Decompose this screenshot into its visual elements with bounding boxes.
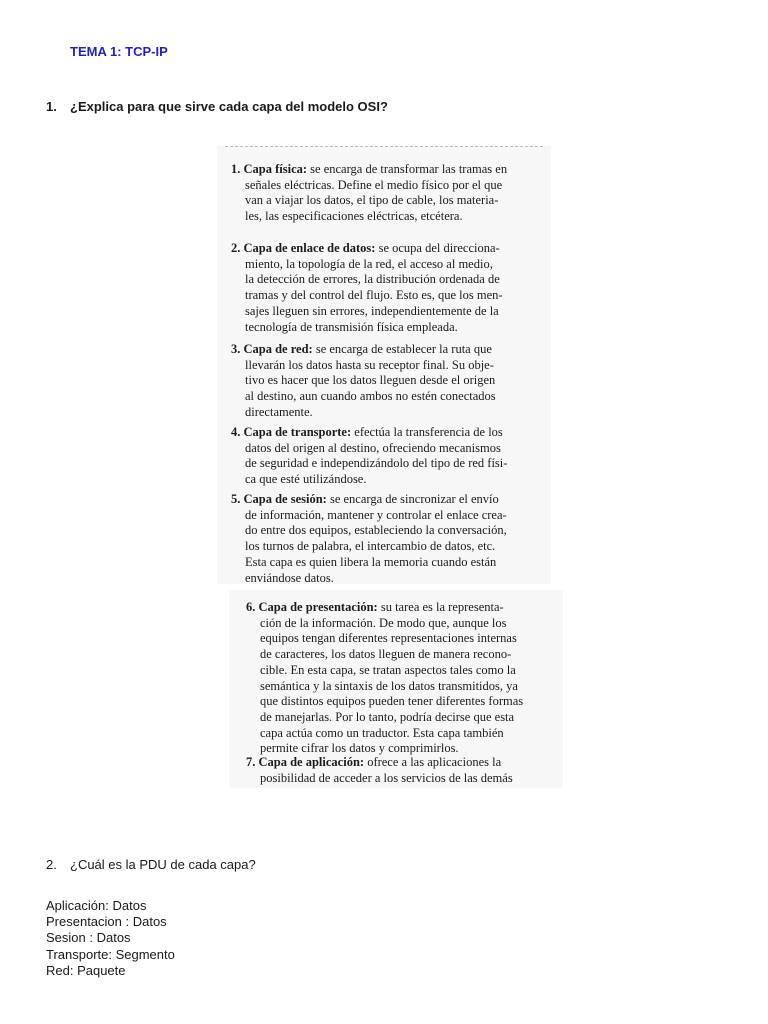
layer-text-line: efectúa la transferencia de los — [354, 425, 503, 439]
pdu-answer-sesion: Sesion : Datos — [46, 930, 131, 946]
layer-text-line: los turnos de palabra, el intercambio de datos, etc. — [245, 539, 496, 554]
layer-text-line: do entre dos equipos, estableciendo la conversación, — [245, 523, 507, 538]
cropped-text-edge — [225, 146, 543, 151]
layer-heading: Capa de transporte: — [243, 425, 352, 439]
layer-text-line: enviándose datos. — [245, 570, 334, 585]
layer-text-line: su tarea es la representa- — [380, 600, 504, 614]
layer-text-line: Esta capa es quien libera la memoria cuando están — [245, 554, 497, 569]
pdu-answer-transporte: Transporte: Segmento — [46, 946, 175, 962]
layer-text-line: semántica y la sintaxis de los datos transmitidos, ya — [260, 678, 518, 693]
layer-text-line: de manejarlas. Por lo tanto, podría decirse que esta — [260, 709, 515, 724]
layer-text-line: sajes lleguen sin errores, independientemente de la — [245, 303, 499, 318]
layer-text-line: de caracteres, los datos lleguen de manera recono- — [260, 647, 512, 662]
question-2 — [46, 857, 256, 873]
layer-text-line: ca que esté utilizándose. — [245, 472, 367, 487]
scanned-excerpt-layers-6-7 — [229, 590, 563, 788]
layer-text-line: la detección de errores, la distribución ordenada de — [245, 272, 500, 287]
layer-text-line: de seguridad e independizándolo del tipo de red físi- — [245, 456, 508, 471]
layer-text-line: directamente. — [245, 404, 313, 419]
layer-text-line: tivo es hacer que los datos lleguen desde el origen — [245, 373, 496, 388]
pdu-answer-presentacion: Presentacion : Datos — [46, 914, 167, 930]
question-2-text: ¿Cuál es la PDU de cada capa? — [70, 857, 256, 872]
layer-text-line: señales eléctricas. Define el medio físico por el que — [245, 177, 503, 192]
layer-text-line: posibilidad de acceder a los servicios de las demás — [260, 770, 513, 785]
question-1-text: ¿Explica para que sirve cada capa del modelo OSI? — [70, 99, 388, 114]
pdu-answer-aplicacion: Aplicación: Datos — [46, 898, 147, 913]
layer-text-line: de información, mantener y controlar el enlace crea- — [245, 507, 507, 522]
layer-text-line: se encarga de sincronizar el envío — [329, 492, 499, 506]
layer-text-line: ción de la información. De modo que, aunque los — [260, 615, 507, 630]
osi-layer-1 — [231, 162, 545, 225]
layer-number: 6. — [246, 600, 256, 614]
layer-number: 7. — [246, 755, 256, 769]
layer-number: 1. — [231, 162, 241, 176]
question-1 — [46, 99, 388, 115]
question-2-number: 2. — [46, 857, 57, 872]
layer-number: 2. — [231, 241, 241, 255]
osi-layer-4 — [231, 425, 545, 488]
layer-text-line: capa actúa como un traductor. Esta capa también — [260, 725, 504, 740]
layer-heading: Capa de aplicación: — [258, 755, 365, 769]
layer-text-line: equipos tengan diferentes representaciones internas — [260, 631, 517, 646]
layer-text-line: datos del origen al destino, ofreciendo mecanismos — [245, 440, 501, 455]
scanned-excerpt-layers-1-5 — [217, 146, 551, 584]
osi-layer-5 — [231, 492, 545, 586]
topic-title: TEMA 1: TCP-IP — [70, 44, 168, 59]
layer-number: 4. — [231, 425, 241, 439]
layer-text-line: se ocupa del direcciona- — [378, 241, 500, 255]
layer-text-line: miento, la topología de la red, el acceso al medio, — [245, 256, 493, 271]
question-1-number: 1. — [46, 99, 57, 114]
layer-heading: Capa de red: — [243, 342, 313, 356]
layer-text-line: tecnología de transmisión física empleada. — [245, 319, 458, 334]
layer-text-line: les, las especificaciones eléctricas, etcétera. — [245, 209, 463, 224]
layer-text-line: que distintos equipos pueden tener diferentes formas — [260, 694, 524, 709]
layer-text-line: al destino, aun cuando ambos no estén conectados — [245, 389, 496, 404]
layer-number: 5. — [231, 492, 241, 506]
osi-layer-3 — [231, 342, 545, 421]
layer-text-line: permite cifrar los datos y comprimirlos. — [260, 741, 459, 756]
osi-layer-6 — [246, 600, 560, 757]
layer-number: 3. — [231, 342, 241, 356]
layer-heading: Capa de sesión: — [243, 492, 327, 506]
layer-heading: Capa de presentación: — [258, 600, 378, 614]
pdu-answer-red: Red: Paquete — [46, 962, 126, 978]
osi-layer-2 — [231, 241, 545, 335]
pdu-answer-list — [46, 898, 175, 979]
layer-heading: Capa de enlace de datos: — [243, 241, 376, 255]
layer-text-line: llevarán los datos hasta su receptor final. Su obje- — [245, 357, 494, 372]
layer-text-line: ofrece a las aplicaciones la — [367, 755, 502, 769]
layer-text-line: van a viajar los datos, el tipo de cable, los materia- — [245, 193, 499, 208]
layer-heading: Capa física: — [243, 162, 308, 176]
layer-text-line: tramas y del control del flujo. Esto es, que los men- — [245, 288, 503, 303]
layer-text-line: cible. En esta capa, se tratan aspectos tales como la — [260, 662, 516, 677]
layer-text-line: se encarga de establecer la ruta que — [315, 342, 492, 356]
osi-layer-7 — [246, 755, 560, 786]
layer-text-line: se encarga de transformar las tramas en — [310, 162, 508, 176]
